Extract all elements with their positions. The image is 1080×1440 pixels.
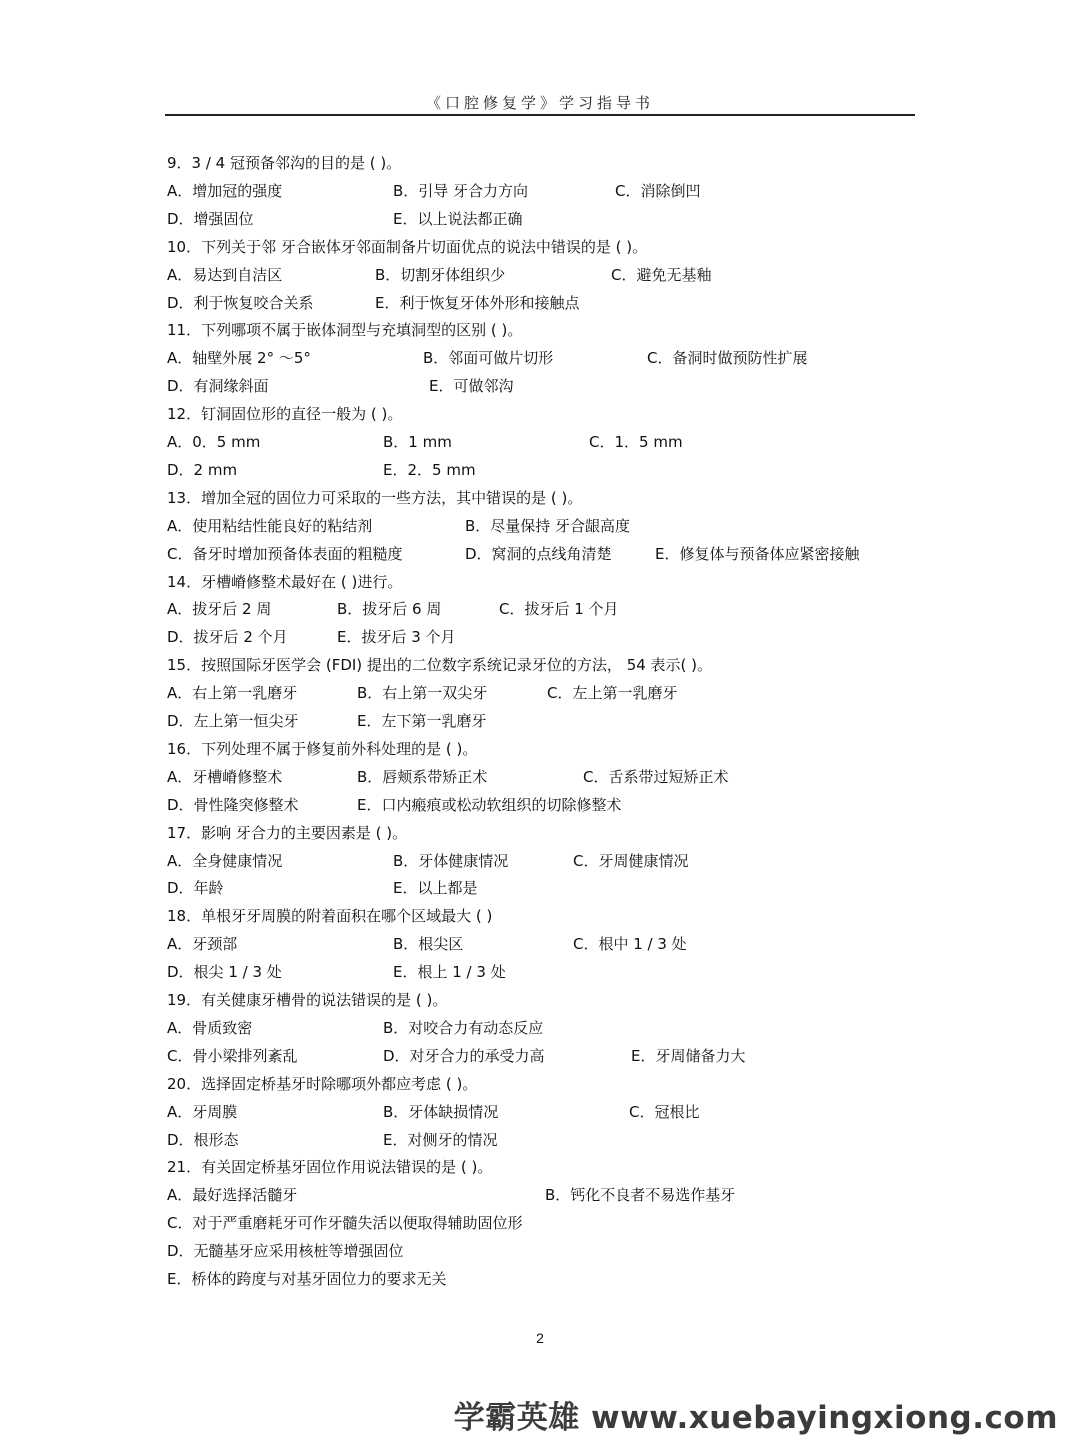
answer-option: C．冠根比 [629,1102,700,1121]
answer-option: E．对侧牙的情况 [383,1130,498,1149]
answer-option: A．骨质致密 [167,1018,253,1037]
answer-option: E．根上 1 / 3 处 [393,963,506,982]
question-stem: 21．有关固定桥基牙固位作用说法错误的是 ( )。 [167,1158,493,1177]
answer-option: A．右上第一乳磨牙 [167,684,298,703]
answer-option: A．牙槽嵴修整术 [167,767,283,786]
question-stem: 12．钉洞固位形的直径一般为 ( )。 [167,405,403,424]
answer-option: C．根中 1 / 3 处 [573,935,687,954]
question-stem: 11．下列哪项不属于嵌体洞型与充填洞型的区别 ( )。 [167,321,523,340]
answer-option: D．无髓基牙应采用核桩等增强固位 [167,1242,404,1261]
header-divider [165,114,915,116]
answer-option: C．舌系带过短矫正术 [583,767,729,786]
question-stem: 20．选择固定桥基牙时除哪项外都应考虑 ( )。 [167,1074,478,1093]
answer-option: E．口内瘢痕或松动软组织的切除修整术 [357,795,622,814]
answer-option: C．拔牙后 1 个月 [499,600,619,619]
answer-option: D．利于恢复咬合关系 [167,293,314,312]
answer-option: B．对咬合力有动态反应 [383,1018,544,1037]
answer-option: B．牙体缺损情况 [383,1102,499,1121]
answer-option: A．易达到自洁区 [167,265,283,284]
answer-option: C．备洞时做预防性扩展 [647,349,808,368]
answer-option: D．年龄 [167,879,224,898]
answer-option: E．牙周储备力大 [631,1046,746,1065]
page-number: 2 [536,1330,544,1346]
answer-option: B．邻面可做片切形 [423,349,554,368]
answer-option: E．修复体与预备体应紧密接触 [655,544,860,563]
question-stem: 10．下列关于邻 牙合嵌体牙邻面制备片切面优点的说法中错误的是 ( )。 [167,237,648,256]
answer-option: D．窝洞的点线角清楚 [465,544,612,563]
answer-option: E．可做邻沟 [429,377,514,396]
answer-option: B．唇颊系带矫正术 [357,767,488,786]
answer-option: A．0．5 mm [167,433,261,451]
answer-option: D．有洞缘斜面 [167,377,269,396]
answer-option: A．轴壁外展 2° ～5° [167,349,311,368]
answer-option: C．左上第一乳磨牙 [547,684,678,703]
answer-option: A．牙颈部 [167,935,238,954]
answer-option: C．消除倒凹 [615,181,701,200]
answer-option: E．2．5 mm [383,460,476,479]
answer-option: A．拔牙后 2 周 [167,600,272,619]
answer-option: E．拔牙后 3 个月 [337,628,456,647]
answer-option: C．对于严重磨耗牙可作牙髓失活以便取得辅助固位形 [167,1214,523,1233]
answer-option: B．切割牙体组织少 [375,265,506,284]
question-stem: 19．有关健康牙槽骨的说法错误的是 ( )。 [167,991,448,1009]
question-stem: 14．牙槽嵴修整术最好在 ( )进行。 [167,572,403,591]
answer-option: E．桥体的跨度与对基牙固位力的要求无关 [167,1270,447,1288]
answer-option: A．使用粘结性能良好的粘结剂 [167,516,373,535]
answer-option: B．根尖区 [393,935,464,954]
question-stem: 9．3 / 4 冠预备邻沟的目的是 ( )。 [167,154,402,172]
answer-option: E．利于恢复牙体外形和接触点 [375,293,580,312]
answer-option: D．对牙合力的承受力高 [383,1046,545,1065]
question-stem: 18．单根牙牙周膜的附着面积在哪个区域最大 ( ) [167,907,493,926]
answer-option: B．1 mm [383,433,452,451]
answer-option: B．牙体健康情况 [393,851,509,870]
site-watermark: 学霸英雄 www.xuebayingxiong.com [453,1400,1058,1436]
answer-option: C．骨小梁排列紊乱 [167,1046,298,1065]
answer-option: C．避免无基釉 [611,265,712,284]
answer-option: D．拔牙后 2 个月 [167,628,288,647]
answer-option: D．根形态 [167,1130,239,1149]
answer-option: B．引导 牙合力方向 [393,181,529,200]
answer-option: B．钙化不良者不易选作基牙 [545,1186,736,1205]
answer-option: D．根尖 1 / 3 处 [167,963,282,982]
answer-option: C．备牙时增加预备体表面的粗糙度 [167,544,403,563]
answer-option: B．拔牙后 6 周 [337,600,442,619]
answer-option: C．牙周健康情况 [573,851,689,870]
question-stem: 17．影响 牙合力的主要因素是 ( )。 [167,823,408,842]
answer-option: E．以上说法都正确 [393,209,523,228]
question-stem: 13．增加全冠的固位力可采取的一些方法，其中错误的是 ( )。 [167,488,583,507]
answer-option: D．左上第一恒尖牙 [167,712,299,730]
question-stem: 15．按照国际牙医学会 (FDI) 提出的二位数字系统记录牙位的方法， 54 表示( )。 [167,656,713,675]
answer-option: D．增强固位 [167,209,254,228]
answer-option: A．全身健康情况 [167,851,283,870]
answer-option: D．骨性隆突修整术 [167,795,299,814]
answer-option: B．右上第一双尖牙 [357,684,488,703]
page-header-title: 《口腔修复学》学习指导书 [425,94,654,112]
answer-option: B．尽量保持 牙合龈高度 [465,516,631,535]
answer-option: E．以上都是 [393,879,478,898]
answer-option: A．增加冠的强度 [167,181,283,200]
question-stem: 16．下列处理不属于修复前外科处理的是 ( )。 [167,739,478,758]
answer-option: A．牙周膜 [167,1102,238,1121]
answer-option: A．最好选择活髓牙 [167,1186,298,1205]
answer-option: C．1．5 mm [589,433,683,451]
answer-option: E．左下第一乳磨牙 [357,712,487,730]
answer-option: D．2 mm [167,460,238,479]
